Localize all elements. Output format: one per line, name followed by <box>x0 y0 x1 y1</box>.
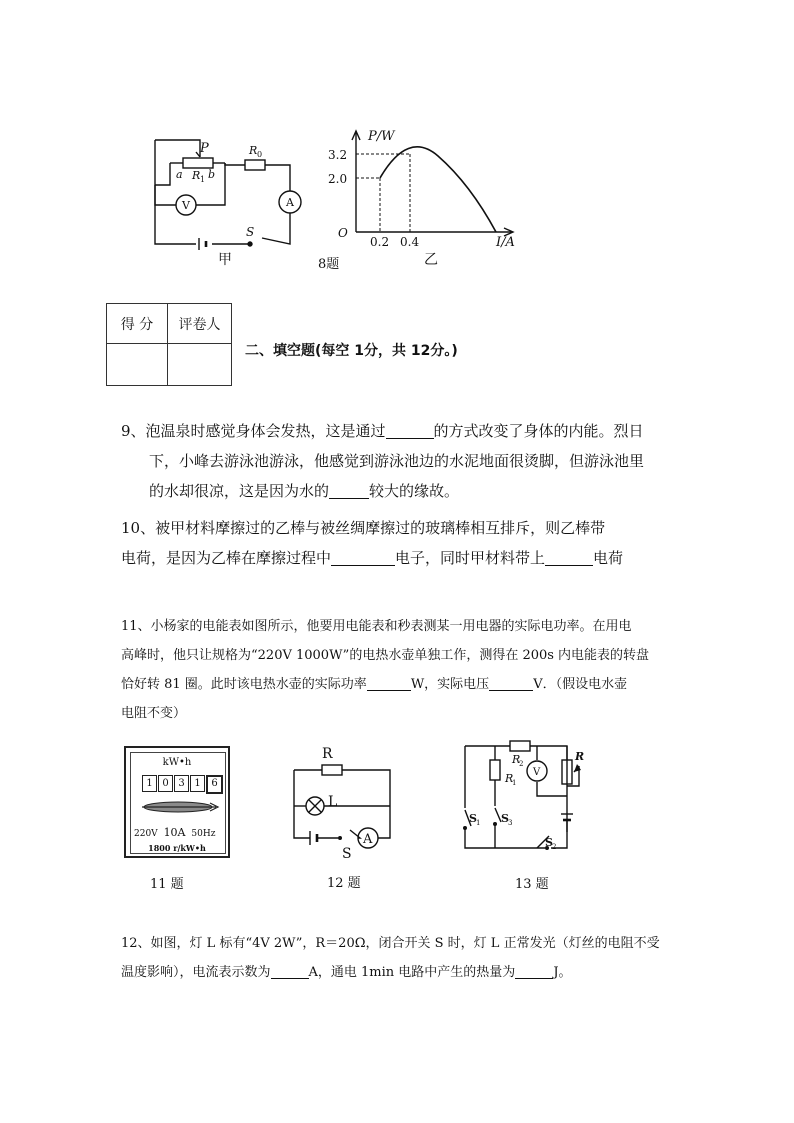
graph-ytick-32: 3.2 <box>328 148 348 162</box>
q10-blank-1[interactable] <box>331 549 395 566</box>
fig13-S1-sub: 1 <box>476 819 481 827</box>
fig8-R1-label: R <box>192 169 201 182</box>
q11-text-3b: W，实际电压 <box>410 677 490 692</box>
question-10 <box>121 513 681 573</box>
fig8-R0-sub: 0 <box>257 150 263 159</box>
fig12-caption: 12 题 <box>327 876 361 891</box>
meter-specs <box>134 826 228 839</box>
fig8-yi-label: 乙 <box>424 252 438 268</box>
meter-digit: 1 <box>142 775 157 792</box>
meter-spec-a: 10A <box>163 826 186 839</box>
circuit-12 <box>280 738 410 868</box>
fig13-R: R <box>575 750 585 763</box>
fig8-R1-sub: 1 <box>200 175 206 184</box>
q9-blank-1[interactable] <box>386 422 434 439</box>
q9-text-3b: 较大的缘故。 <box>369 482 460 500</box>
electric-meter <box>124 746 230 858</box>
fig13-V: V <box>533 767 541 778</box>
fig8-P-label: P <box>200 141 209 156</box>
resistor-r1-13 <box>490 760 500 780</box>
fig12-L: L <box>328 794 338 810</box>
graph-xtick-02: 0.2 <box>370 235 390 249</box>
fig13-S3: S <box>501 812 509 825</box>
meter-spec-v: 220V <box>134 829 158 839</box>
section-2-title: 二、填空题(每空 1分，共 12分。) <box>245 343 458 359</box>
fig8-a-label: a <box>176 168 183 181</box>
q11-text-1: 11、小杨家的电能表如图所示，他要用电能表和秒表测某一用电器的实际电功率。在用电 <box>121 619 632 634</box>
meter-digit: 3 <box>174 775 189 792</box>
fig13-S2-sub: 2 <box>552 843 557 851</box>
q10-text-2b: 电子，同时甲材料带上 <box>395 549 546 567</box>
fig11-caption: 11 题 <box>150 877 184 892</box>
q11-blank-2[interactable] <box>489 674 533 691</box>
meter-digit-red: 6 <box>206 775 223 794</box>
q12-blank-1[interactable] <box>271 962 309 979</box>
q11-text-4: 电阻不变） <box>121 706 187 721</box>
power-curve <box>380 147 496 232</box>
question-11 <box>121 612 691 728</box>
q11-text-3a: 恰好转 81 圈。此时该电热水壶的实际功率 <box>121 677 367 692</box>
rheostat-r1 <box>183 158 213 168</box>
resistor-r <box>322 765 342 775</box>
q9-text-2: 下，小峰去游泳池游泳，他感觉到游泳池边的水泥地面很烫脚，但游泳池里 <box>149 452 645 470</box>
q11-text-3c: V．（假设电水壶 <box>533 677 628 692</box>
fig12-R: R <box>322 746 333 762</box>
question-12 <box>121 929 691 987</box>
meter-rev: 1800 r/kW•h <box>148 843 206 853</box>
graph-xlabel: I/A <box>496 235 515 250</box>
grader-cell[interactable] <box>168 344 232 386</box>
meter-digit: 0 <box>158 775 173 792</box>
fig13-S3-sub: 3 <box>508 819 513 827</box>
q12-text-2b: A，通电 1min 电路中产生的热量为 <box>308 965 516 980</box>
fig13-caption: 13 题 <box>515 877 549 892</box>
q9-blank-2[interactable] <box>329 482 369 499</box>
q9-text-3a: 的水却很凉，这是因为水的 <box>149 482 330 500</box>
score-header: 得 分 <box>107 304 168 344</box>
graph-yi <box>352 131 513 236</box>
meter-digits <box>142 775 223 794</box>
fig8-R0-label: R <box>249 144 258 157</box>
fig13-R2-sub: 2 <box>519 760 524 768</box>
fig13-R1-sub: 1 <box>512 779 517 787</box>
q12-blank-2[interactable] <box>515 962 553 979</box>
q11-blank-1[interactable] <box>367 674 411 691</box>
fig8-A-label: A <box>286 196 294 209</box>
graph-ylabel: P/W <box>368 129 395 144</box>
q12-text-2c: J。 <box>553 965 572 980</box>
meter-unit: kW•h <box>162 757 192 768</box>
resistor-r0 <box>245 160 265 170</box>
grader-header: 评卷人 <box>168 304 232 344</box>
circuit-13 <box>455 736 595 860</box>
q12-text-1: 12、如图，灯 L 标有“4V 2W”，R＝20Ω，闭合开关 S 时，灯 L 正常发光（灯丝的电阻不受 <box>121 936 660 951</box>
q9-text-1a: 9、泡温泉时感觉身体会发热，这是通过 <box>121 422 386 440</box>
fig13-R2: R <box>512 753 521 766</box>
score-table <box>106 303 232 386</box>
q9-text-1b: 的方式改变了身体的内能。烈日 <box>433 422 644 440</box>
figure-8 <box>0 0 794 280</box>
q10-text-2c: 电荷 <box>593 549 624 567</box>
q12-text-2a: 温度影响），电流表示数为 <box>121 965 271 980</box>
fig8-S-label: S <box>246 225 255 239</box>
fig8-b-label: b <box>208 168 216 181</box>
fig8-jia-label: 甲 <box>218 252 232 268</box>
fig13-S1: S <box>469 812 477 825</box>
fig8-caption: 8题 <box>318 257 340 272</box>
fig13-S2: S <box>545 836 553 849</box>
q11-text-2: 高峰时，他只让规格为“220V 1000W”的电热水壶单独工作，测得在 200s 内电能表的转盘 <box>121 648 650 663</box>
resistor-r2-13 <box>510 741 530 751</box>
q10-blank-2[interactable] <box>545 549 593 566</box>
fig8-V-label: V <box>182 199 190 212</box>
graph-ytick-20: 2.0 <box>328 172 348 186</box>
meter-disc <box>140 798 220 816</box>
q10-text-1: 10、被甲材料摩擦过的乙棒与被丝绸摩擦过的玻璃棒相互排斥，则乙棒带 <box>121 519 606 537</box>
meter-spec-hz: 50Hz <box>191 829 216 839</box>
graph-xtick-04: 0.4 <box>400 235 420 249</box>
fig12-A: A <box>363 832 373 847</box>
meter-digit: 1 <box>190 775 205 792</box>
score-cell[interactable] <box>107 344 168 386</box>
fig12-S: S <box>342 846 352 862</box>
graph-origin: O <box>338 226 348 240</box>
fig13-R1: R <box>505 772 514 785</box>
circuit-jia <box>155 140 301 250</box>
q10-text-2a: 电荷，是因为乙棒在摩擦过程中 <box>121 549 332 567</box>
question-9 <box>121 416 681 506</box>
